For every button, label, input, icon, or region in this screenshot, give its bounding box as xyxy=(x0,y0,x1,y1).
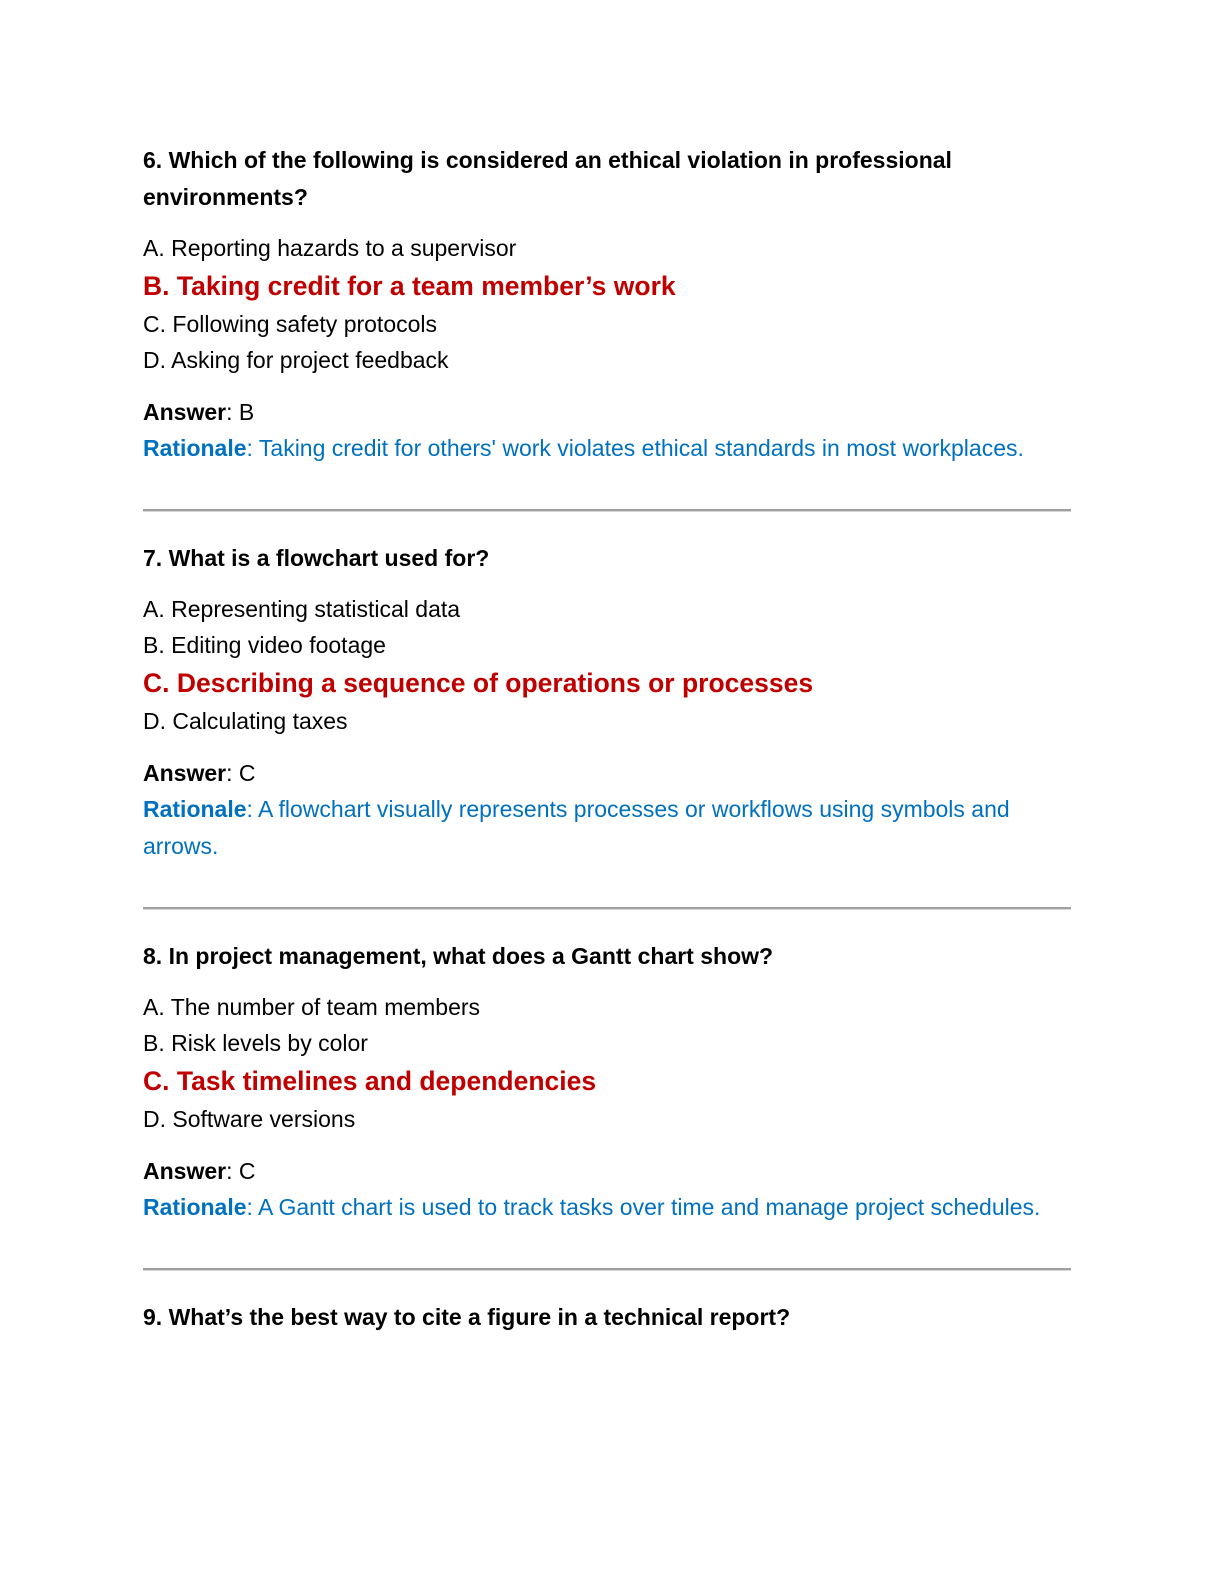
question-text: 6. Which of the following is considered an ethical violation in professional environments? xyxy=(143,147,952,210)
answer-line xyxy=(143,394,1071,430)
answer-value: : C xyxy=(226,1158,256,1184)
rationale-line xyxy=(143,791,1071,865)
option-b-correct: B. Taking credit for a team member’s work xyxy=(143,271,676,301)
answer-line xyxy=(143,1153,1071,1189)
rationale-text: : Taking credit for others' work violates ethical standards in most workplaces. xyxy=(246,435,1024,461)
option-b: B. Risk levels by color xyxy=(143,1030,368,1056)
answer-label: Answer xyxy=(143,760,227,786)
question-block xyxy=(143,938,1071,1226)
option-d: D. Calculating taxes xyxy=(143,708,348,734)
rationale-text: : A Gantt chart is used to track tasks over time and manage project schedules. xyxy=(246,1194,1041,1220)
rationale-line xyxy=(143,1189,1071,1226)
rationale-label: Rationale xyxy=(143,1194,247,1220)
question-text: 8. In project management, what does a Gantt chart show? xyxy=(143,943,774,969)
answer-value: : B xyxy=(226,399,255,425)
option-list xyxy=(143,591,1071,739)
option-a: A. Reporting hazards to a supervisor xyxy=(143,235,517,261)
question-block xyxy=(143,1299,1071,1336)
answer-label: Answer xyxy=(143,399,227,425)
option-c-correct: C. Describing a sequence of operations or processes xyxy=(143,668,814,698)
rationale-label: Rationale xyxy=(143,435,247,461)
quiz-content xyxy=(143,142,1071,1350)
option-c-correct: C. Task timelines and dependencies xyxy=(143,1066,597,1096)
option-d: D. Software versions xyxy=(143,1106,356,1132)
section-divider xyxy=(143,907,1071,910)
rationale-text: : A flowchart visually represents processes or workflows using symbols and arrows. xyxy=(143,796,1010,859)
option-b: B. Editing video footage xyxy=(143,632,386,658)
answer-label: Answer xyxy=(143,1158,227,1184)
question-block xyxy=(143,540,1071,865)
section-divider xyxy=(143,1268,1071,1271)
question-block xyxy=(143,142,1071,467)
rationale-line xyxy=(143,430,1071,467)
option-a: A. The number of team members xyxy=(143,994,481,1020)
rationale-label: Rationale xyxy=(143,796,247,822)
answer-value: : C xyxy=(226,760,256,786)
question-text: 9. What’s the best way to cite a figure in a technical report? xyxy=(143,1304,791,1330)
option-d: D. Asking for project feedback xyxy=(143,347,449,373)
option-list xyxy=(143,989,1071,1137)
option-a: A. Representing statistical data xyxy=(143,596,461,622)
question-text: 7. What is a flowchart used for? xyxy=(143,545,490,571)
answer-line xyxy=(143,755,1071,791)
section-divider xyxy=(143,509,1071,512)
option-list xyxy=(143,230,1071,378)
option-c: C. Following safety protocols xyxy=(143,311,438,337)
